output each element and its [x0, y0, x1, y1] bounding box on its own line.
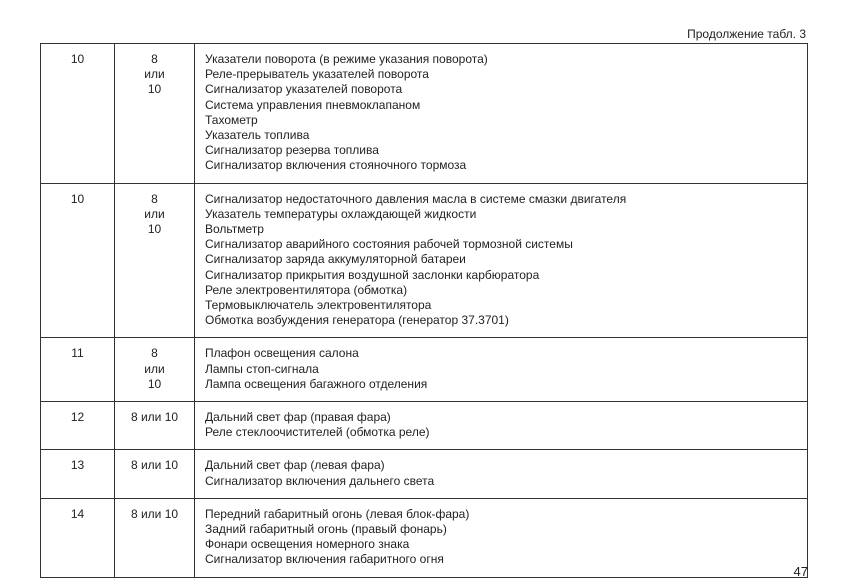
- table-body: [41, 44, 808, 578]
- value-line: 8 или 10: [130, 410, 179, 425]
- row-number-cell: 10: [41, 44, 115, 184]
- value-line: 8 или 10: [130, 458, 179, 473]
- consumer-item: Указатель топлива: [205, 128, 310, 143]
- consumer-item: Сигнализатор прикрытия воздушной заслонки карбюратора: [205, 267, 540, 282]
- table-row: [41, 44, 808, 184]
- table-row: [41, 498, 808, 577]
- table-row: [41, 338, 808, 402]
- table-row: [41, 402, 808, 450]
- fuse-table: [40, 43, 808, 578]
- value-cell: [115, 338, 195, 402]
- consumer-item: Реле-прерыватель указателей поворота: [205, 67, 429, 82]
- row-number-cell: 14: [41, 498, 115, 577]
- consumers-cell: [195, 44, 808, 184]
- page-number: 47: [793, 564, 808, 579]
- consumer-item: Реле стеклоочистителей (обмотка реле): [205, 425, 430, 440]
- value-cell: [115, 450, 195, 498]
- table-row: [41, 450, 808, 498]
- value-line: 10: [147, 222, 162, 237]
- table-caption: Продолжение табл. 3: [687, 27, 806, 41]
- consumer-item: Сигнализатор включения дальнего света: [205, 473, 435, 488]
- value-line: 8 или 10: [130, 506, 179, 521]
- consumer-item: Сигнализатор включения габаритного огня: [205, 552, 444, 567]
- consumer-item: Дальний свет фар (правая фара): [205, 410, 391, 425]
- consumer-item: Лампа освещения багажного отделения: [205, 376, 428, 391]
- consumer-item: Вольтметр: [205, 222, 264, 237]
- consumers-cell: [195, 183, 808, 338]
- value-line: 10: [147, 82, 162, 97]
- row-number-cell: 10: [41, 183, 115, 338]
- value-cell: [115, 402, 195, 450]
- consumer-item: Сигнализатор заряда аккумуляторной батареи: [205, 252, 466, 267]
- value-line: или: [144, 206, 165, 221]
- consumer-item: Реле электровентилятора (обмотка): [205, 282, 408, 297]
- row-number-cell: 13: [41, 450, 115, 498]
- consumers-cell: [195, 402, 808, 450]
- value-cell: [115, 44, 195, 184]
- row-number-cell: 11: [41, 338, 115, 402]
- consumer-item: Сигнализатор включения стояночного тормоза: [205, 158, 467, 173]
- consumer-item: Задний габаритный огонь (правый фонарь): [205, 522, 447, 537]
- consumer-item: Система управления пневмоклапаном: [205, 97, 421, 112]
- consumer-item: Указатель температуры охлаждающей жидкости: [205, 206, 477, 221]
- value-line: или: [144, 361, 165, 376]
- consumers-cell: [195, 338, 808, 402]
- consumer-item: Сигнализатор недостаточного давления масла в системе смазки двигателя: [205, 191, 627, 206]
- value-cell: [115, 498, 195, 577]
- consumer-item: Дальний свет фар (левая фара): [205, 458, 385, 473]
- value-line: 8: [151, 191, 158, 206]
- consumer-item: Плафон освещения салона: [205, 346, 359, 361]
- consumers-cell: [195, 450, 808, 498]
- value-line: 8: [151, 52, 158, 66]
- consumers-cell: [195, 498, 808, 577]
- value-line: 10: [147, 376, 162, 391]
- consumer-item: Фонари освещения номерного знака: [205, 537, 410, 552]
- value-line: 8: [151, 346, 158, 361]
- value-line: или: [144, 67, 165, 82]
- row-number-cell: 12: [41, 402, 115, 450]
- consumer-item: Сигнализатор аварийного состояния рабочей тормозной системы: [205, 237, 573, 252]
- consumer-item: Передний габаритный огонь (левая блок-фара): [205, 506, 470, 521]
- consumer-item: Термовыключатель электровентилятора: [205, 298, 432, 313]
- value-cell: [115, 183, 195, 338]
- table-row: [41, 183, 808, 338]
- consumer-item: Указатели поворота (в режиме указания поворота): [205, 52, 488, 66]
- consumer-item: Лампы стоп-сигнала: [205, 361, 319, 376]
- consumer-item: Тахометр: [205, 112, 258, 127]
- consumer-item: Сигнализатор резерва топлива: [205, 143, 379, 158]
- consumer-item: Обмотка возбуждения генератора (генератор 37.3701): [205, 313, 509, 328]
- consumer-item: Сигнализатор указателей поворота: [205, 82, 403, 97]
